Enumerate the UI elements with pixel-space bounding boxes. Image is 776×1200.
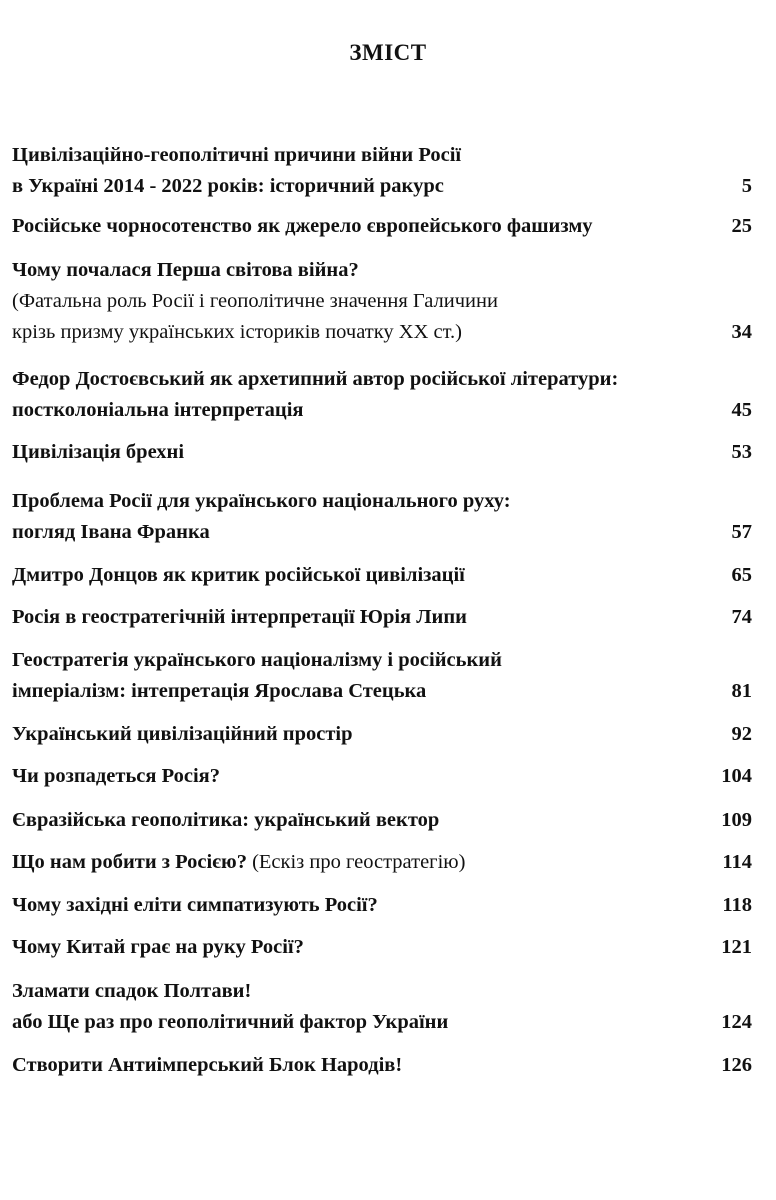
toc-entry[interactable] [12,847,752,878]
toc-entry-title-line: в Україні 2014 - 2022 років: історичний ракурс [12,175,444,197]
toc-entry[interactable] [12,805,752,836]
toc-entry-subtitle-line: крізь призму українських істориків початку ХХ ст.) [12,321,462,343]
page-title: ЗМІСТ [349,40,427,65]
toc-entry[interactable] [12,761,752,792]
toc-entry-title-line: Геостратегія українського націоналізму і російський [12,649,502,671]
toc-entry[interactable] [12,486,752,548]
toc-entry-subtitle-line: (Фатальна роль Росії і геополітичне значення Галичини [12,290,498,312]
toc-entry-subtitle: (Ескіз про геостратегію) [252,851,466,873]
toc-entry-title-line: або Ще раз про геополітичний фактор України [12,1011,449,1033]
toc-entry-title-line: Росія в геостратегічній інтерпретації Юрія Липи [12,606,467,628]
toc-page-number: 5 [741,175,752,197]
toc-entry-title-line: Чи розпадеться Росія? [12,765,221,787]
toc-entry[interactable] [12,1050,752,1081]
toc-page-number: 109 [721,809,752,831]
toc-entry-title-line: імперіалізм: інтепретація Ярослава Стецька [12,680,427,702]
toc-entry-title-line: Проблема Росії для українського національного руху: [12,490,511,512]
toc-entry[interactable] [12,719,752,750]
toc-entry-title-line: постколоніальна інтерпретація [12,399,304,421]
toc-page-number: 121 [721,936,752,958]
toc-page-number: 74 [731,606,752,628]
toc-entry[interactable] [12,602,752,633]
toc-entry-title-line: Зламати спадок Полтави! [12,980,252,1002]
toc-page-number: 81 [731,680,752,702]
toc-entry-title: Що нам робити з Росією? [12,851,247,873]
toc-entry[interactable] [12,437,752,468]
toc-page-number: 25 [731,215,752,237]
toc-entry[interactable] [12,890,752,921]
toc-entry-title-line: Створити Антиімперський Блок Народів! [12,1054,403,1076]
toc-page-number: 57 [731,521,752,543]
toc-entry-title-line: Євразійська геополітика: український вектор [12,809,440,831]
toc-entry-title-line: Чому Китай грає на руку Росії? [12,936,304,958]
toc-entry-title-line: Цивілізація брехні [12,441,185,463]
toc-page-number: 118 [722,894,752,916]
toc-page-number: 104 [721,765,752,787]
toc-entry-title-line [12,847,752,878]
toc-entry[interactable] [12,140,752,202]
toc-entry-title-line: Російське чорносотенство як джерело європейського фашизму [12,215,593,237]
toc-entry-title-line: погляд Івана Франка [12,521,210,543]
toc-page-number: 45 [731,399,752,421]
toc-page-number: 124 [721,1011,752,1033]
toc-page-number: 126 [721,1054,752,1076]
toc-entry-title-line: Дмитро Донцов як критик російської цивілізації [12,564,465,586]
toc-page-number: 92 [731,723,752,745]
toc-page-number: 65 [731,564,752,586]
toc-page-number: 114 [722,851,752,873]
toc-entry-title-line: Чому західні еліти симпатизують Росії? [12,894,378,916]
toc-entry[interactable] [12,255,752,348]
toc-page-number: 34 [731,321,752,343]
toc-entry[interactable] [12,560,752,591]
toc-entry[interactable] [12,645,752,707]
toc-page-number: 53 [731,441,752,463]
toc-entry-title-line: Цивілізаційно-геополітичні причини війни Росії [12,144,462,166]
toc-entry[interactable] [12,976,752,1038]
toc-entry-title-line: Федор Достоєвський як архетипний автор російської літератури: [12,368,619,390]
toc-entry[interactable] [12,364,752,426]
toc-entry-title-line: Чому почалася Перша світова війна? [12,259,359,281]
toc-entry[interactable] [12,932,752,963]
toc-entry-title-line: Український цивілізаційний простір [12,723,353,745]
toc-entry[interactable] [12,211,752,242]
